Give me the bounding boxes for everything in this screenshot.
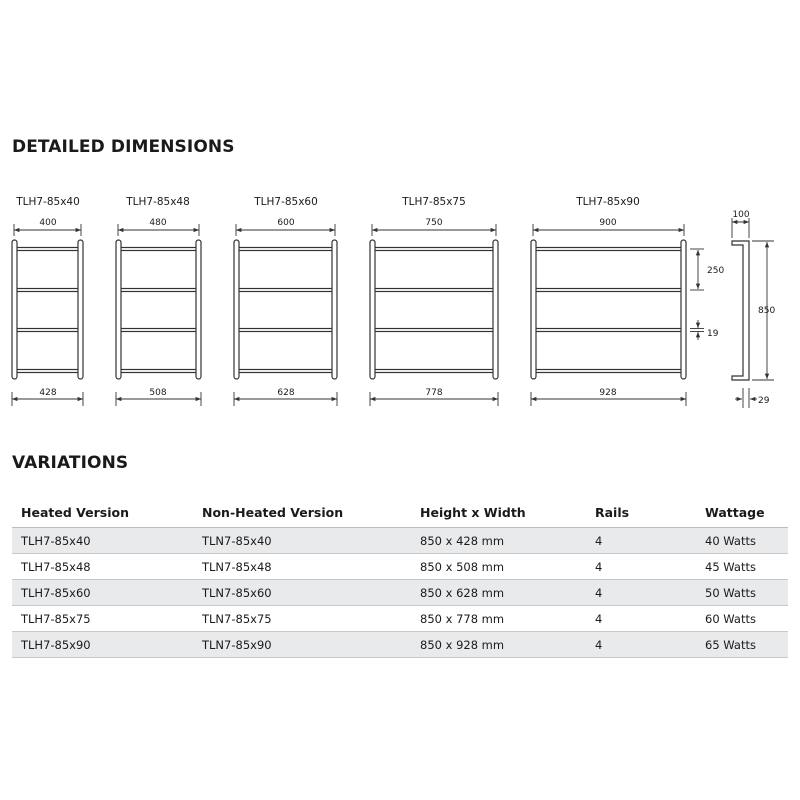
model-label: TLH7-85x60 <box>254 196 318 208</box>
model-label: TLH7-85x40 <box>16 196 80 208</box>
table-cell: 4 <box>586 528 696 554</box>
rail-bar <box>535 289 682 292</box>
table-cell: 4 <box>586 554 696 580</box>
rail-width-label: 750 <box>425 218 443 228</box>
column-header: Rails <box>586 497 696 528</box>
rail-bar <box>535 329 682 332</box>
rail-bar <box>120 329 197 332</box>
towel-rail-drawing <box>12 196 83 406</box>
table-cell: 65 Watts <box>696 632 788 658</box>
rail-bar <box>238 289 333 292</box>
table-cell: 45 Watts <box>696 554 788 580</box>
side-post <box>332 240 337 379</box>
rail-bar <box>535 248 682 251</box>
side-post <box>116 240 121 379</box>
table-row <box>12 580 788 606</box>
table-cell: 850 x 928 mm <box>411 632 586 658</box>
rail-bar <box>120 289 197 292</box>
rail-bar <box>16 289 79 292</box>
side-post <box>78 240 83 379</box>
table-cell: 850 x 428 mm <box>411 528 586 554</box>
table-cell: 40 Watts <box>696 528 788 554</box>
side-post <box>531 240 536 379</box>
table-cell: TLH7-85x40 <box>12 528 193 554</box>
overall-width-label: 508 <box>149 388 167 398</box>
table-cell: 850 x 628 mm <box>411 580 586 606</box>
column-header: Heated Version <box>12 497 193 528</box>
rail-width-label: 900 <box>599 218 617 228</box>
rail-spacing-label: 250 <box>707 266 725 276</box>
table-row <box>12 606 788 632</box>
rail-bar <box>16 329 79 332</box>
towel-rail-drawing <box>234 196 337 406</box>
dimensions-section-title: DETAILED DIMENSIONS <box>12 137 235 157</box>
model-label: TLH7-85x48 <box>126 196 190 208</box>
side-post <box>493 240 498 379</box>
table-cell: 60 Watts <box>696 606 788 632</box>
variations-table <box>12 497 788 658</box>
rail-bar <box>374 329 494 332</box>
side-post <box>196 240 201 379</box>
rail-bar <box>120 370 197 373</box>
table-cell: 50 Watts <box>696 580 788 606</box>
rail-bar <box>374 289 494 292</box>
side-post <box>12 240 17 379</box>
table-cell: TLN7-85x90 <box>193 632 411 658</box>
rail-bar <box>535 370 682 373</box>
table-cell: 4 <box>586 632 696 658</box>
overall-width-label: 928 <box>599 388 617 398</box>
post-depth-label: 29 <box>758 396 770 406</box>
column-header: Non-Heated Version <box>193 497 411 528</box>
table-header-row <box>12 497 788 528</box>
rail-bar <box>374 248 494 251</box>
table-cell: 4 <box>586 606 696 632</box>
rail-bar <box>238 370 333 373</box>
model-label: TLH7-85x75 <box>402 196 466 208</box>
side-profile <box>732 241 749 380</box>
side-post <box>370 240 375 379</box>
table-cell: TLN7-85x40 <box>193 528 411 554</box>
side-post <box>234 240 239 379</box>
height-label: 850 <box>758 306 776 316</box>
rail-bar <box>16 248 79 251</box>
rail-width-label: 480 <box>149 218 167 228</box>
rail-bar <box>374 370 494 373</box>
table-cell: 850 x 508 mm <box>411 554 586 580</box>
table-row <box>12 632 788 658</box>
rail-width-label: 400 <box>39 218 57 228</box>
table-cell: TLN7-85x48 <box>193 554 411 580</box>
towel-rail-drawing <box>116 196 201 406</box>
rail-bar <box>238 329 333 332</box>
column-header: Height x Width <box>411 497 586 528</box>
depth-label: 100 <box>732 210 750 220</box>
rail-bar <box>238 248 333 251</box>
rail-bar <box>120 248 197 251</box>
table-cell: 850 x 778 mm <box>411 606 586 632</box>
towel-rail-drawing <box>370 196 498 406</box>
overall-width-label: 778 <box>425 388 443 398</box>
table-cell: TLH7-85x90 <box>12 632 193 658</box>
table-row <box>12 554 788 580</box>
side-view-drawing <box>732 210 775 408</box>
table-cell: TLH7-85x48 <box>12 554 193 580</box>
table-cell: TLH7-85x75 <box>12 606 193 632</box>
rail-bar <box>16 370 79 373</box>
column-header: Wattage <box>696 497 788 528</box>
table-cell: TLH7-85x60 <box>12 580 193 606</box>
overall-width-label: 628 <box>277 388 295 398</box>
variations-section-title: VARIATIONS <box>12 453 129 473</box>
table-row <box>12 528 788 554</box>
table-cell: TLN7-85x75 <box>193 606 411 632</box>
side-post <box>681 240 686 379</box>
rail-diameter-label: 19 <box>707 329 719 339</box>
rail-width-label: 600 <box>277 218 295 228</box>
table-cell: TLN7-85x60 <box>193 580 411 606</box>
towel-rail-drawing <box>531 196 724 406</box>
overall-width-label: 428 <box>39 388 57 398</box>
table-cell: 4 <box>586 580 696 606</box>
model-label: TLH7-85x90 <box>576 196 640 208</box>
